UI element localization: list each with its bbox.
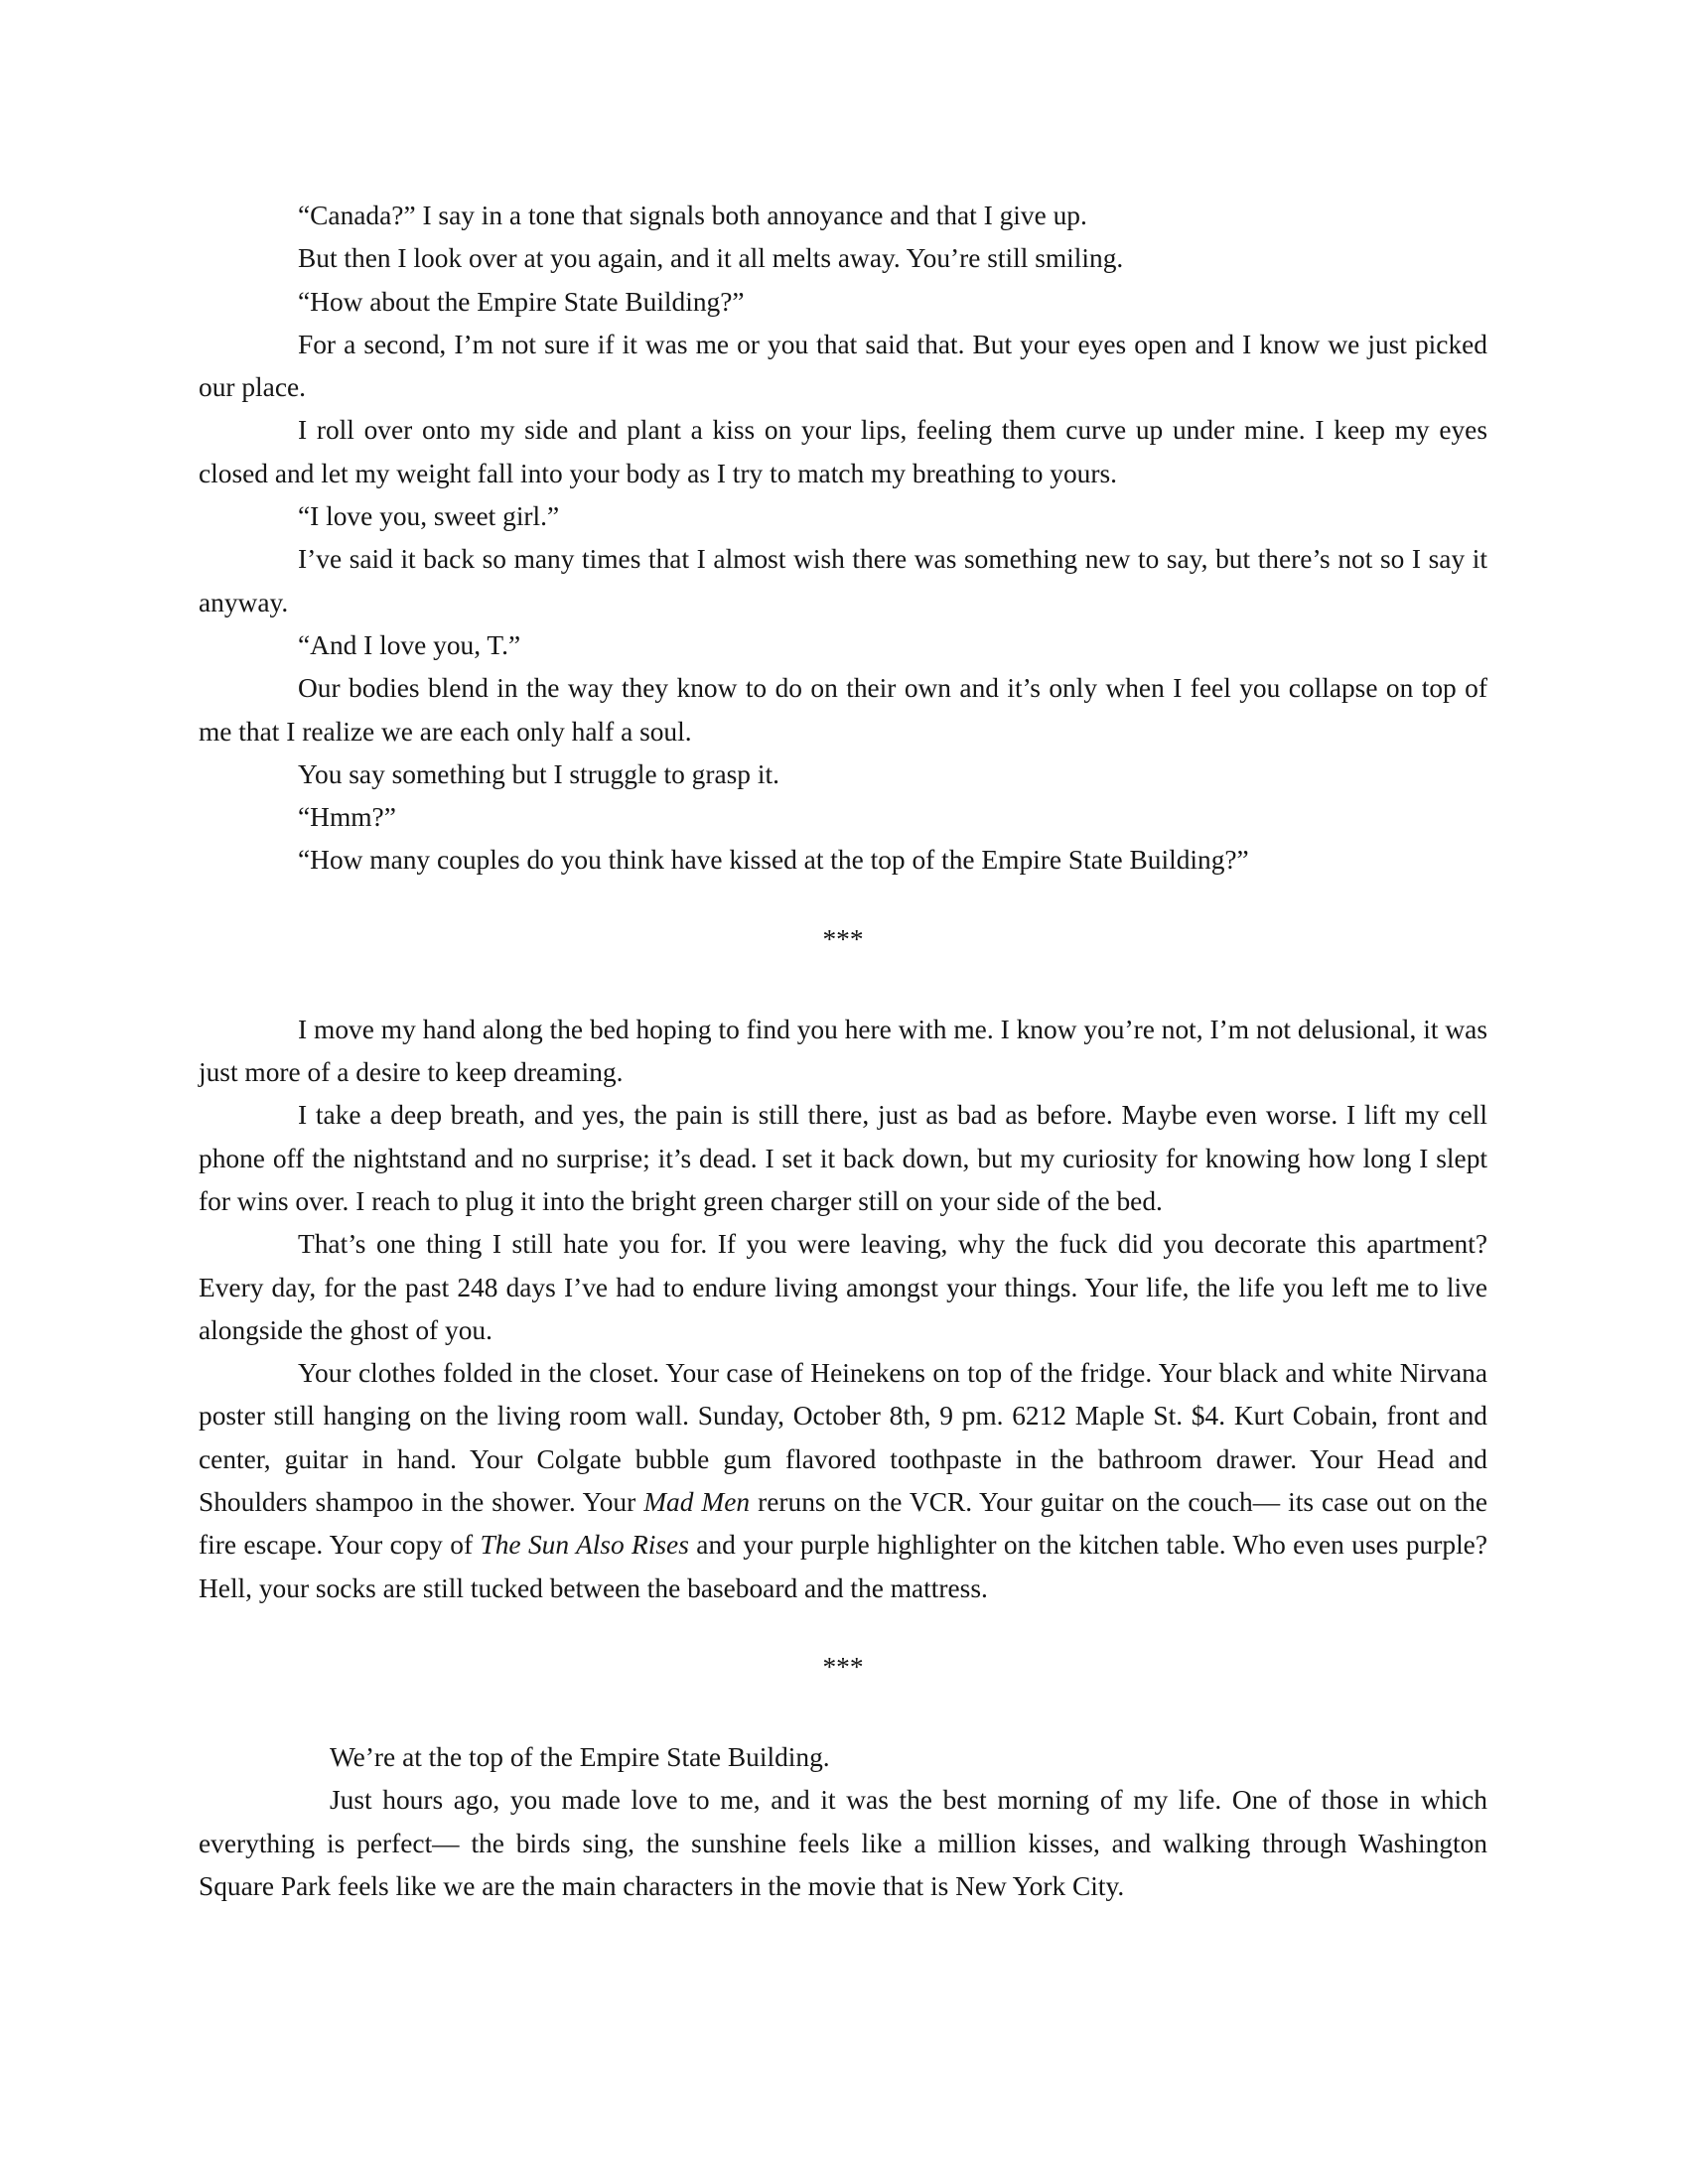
italic-title-book: The Sun Also Rises (480, 1530, 689, 1561)
paragraph: I roll over onto my side and plant a kiss on your lips, feeling them curve up under mine. I keep my eyes closed and let my weight fall into your body as I try to match my breathing to yours. (199, 415, 1487, 488)
paragraph: I move my hand along the bed hoping to find you here with me. I know you’re not, I’m not delusional, it was just more of a desire to keep dreaming. (199, 1014, 1487, 1088)
paragraph: We’re at the top of the Empire State Building. (330, 1741, 830, 1772)
paragraph (199, 1352, 1487, 1610)
paragraph: “And I love you, T.” (298, 629, 521, 660)
paragraph: “How many couples do you think have kissed at the top of the Empire State Building?” (298, 845, 1249, 876)
scene-break-marker: *** (822, 923, 864, 954)
paragraph: Just hours ago, you made love to me, and it was the best morning of my life. One of those in which everything is perfect— the birds sing, the sunshine feels like a million kisses, and walking through Washington Square Park feels like we are the main characters in the movie that is New York City. (199, 1785, 1487, 1901)
paragraph-text: and your purple highlighter on the kitchen table. Who even uses purple? Hell, your socks are still tucked between the baseboard and the mattress. (199, 1530, 1487, 1603)
paragraph-text: reruns on the VCR. Your guitar on the couch— its case out on the fire escape. Your copy of (199, 1487, 1487, 1561)
scene-break-marker: *** (822, 1651, 864, 1682)
manuscript-page (199, 195, 1487, 1908)
paragraph: You say something but I struggle to grasp it. (298, 758, 779, 789)
paragraph: Our bodies blend in the way they know to do on their own and it’s only when I feel you collapse on top of me that I realize we are each only half a soul. (199, 673, 1487, 747)
italic-title-mad-men: Mad Men (643, 1487, 751, 1518)
paragraph: I take a deep breath, and yes, the pain is still there, just as bad as before. Maybe even worse. I lift my cell phone off the nightstand and no surprise; it’s dead. I set it back down, but my curiosity for knowing how long I slept for wins over. I reach to plug it into the bright green charger still on your side of the bed. (199, 1100, 1487, 1216)
paragraph: “How about the Empire State Building?” (298, 286, 745, 317)
scene-break (199, 1610, 1487, 1736)
scene-break (199, 883, 1487, 1009)
paragraph: But then I look over at you again, and it all melts away. You’re still smiling. (298, 243, 1124, 274)
paragraph: For a second, I’m not sure if it was me or you that said that. But your eyes open and I know we just picked our place. (199, 329, 1487, 403)
paragraph-text: Your clothes folded in the closet. Your case of Heinekens on top of the fridge. Your black and white Nirvana poster still hanging on the living room wall. Sunday, October 8th, 9 pm. 6212 Maple St. $4. Kurt Cobain, front and center, guitar in hand. Your Colgate bubble gum flavored toothpaste in the bathroom drawer. Your Head and Shoulders shampoo in the shower. Your (199, 1358, 1487, 1518)
paragraph: “Hmm?” (298, 802, 396, 833)
paragraph: I’ve said it back so many times that I almost wish there was something new to say, but there’s not so I say it anyway. (199, 544, 1487, 617)
paragraph: “Canada?” I say in a tone that signals both annoyance and that I give up. (298, 201, 1087, 230)
paragraph: That’s one thing I still hate you for. If you were leaving, why the fuck did you decorate this apartment? Every day, for the past 248 days I’ve had to endure living amongst your things. Your life, the life you left me to live alongside the ghost of you. (199, 1229, 1487, 1345)
paragraph: “I love you, sweet girl.” (298, 501, 560, 532)
